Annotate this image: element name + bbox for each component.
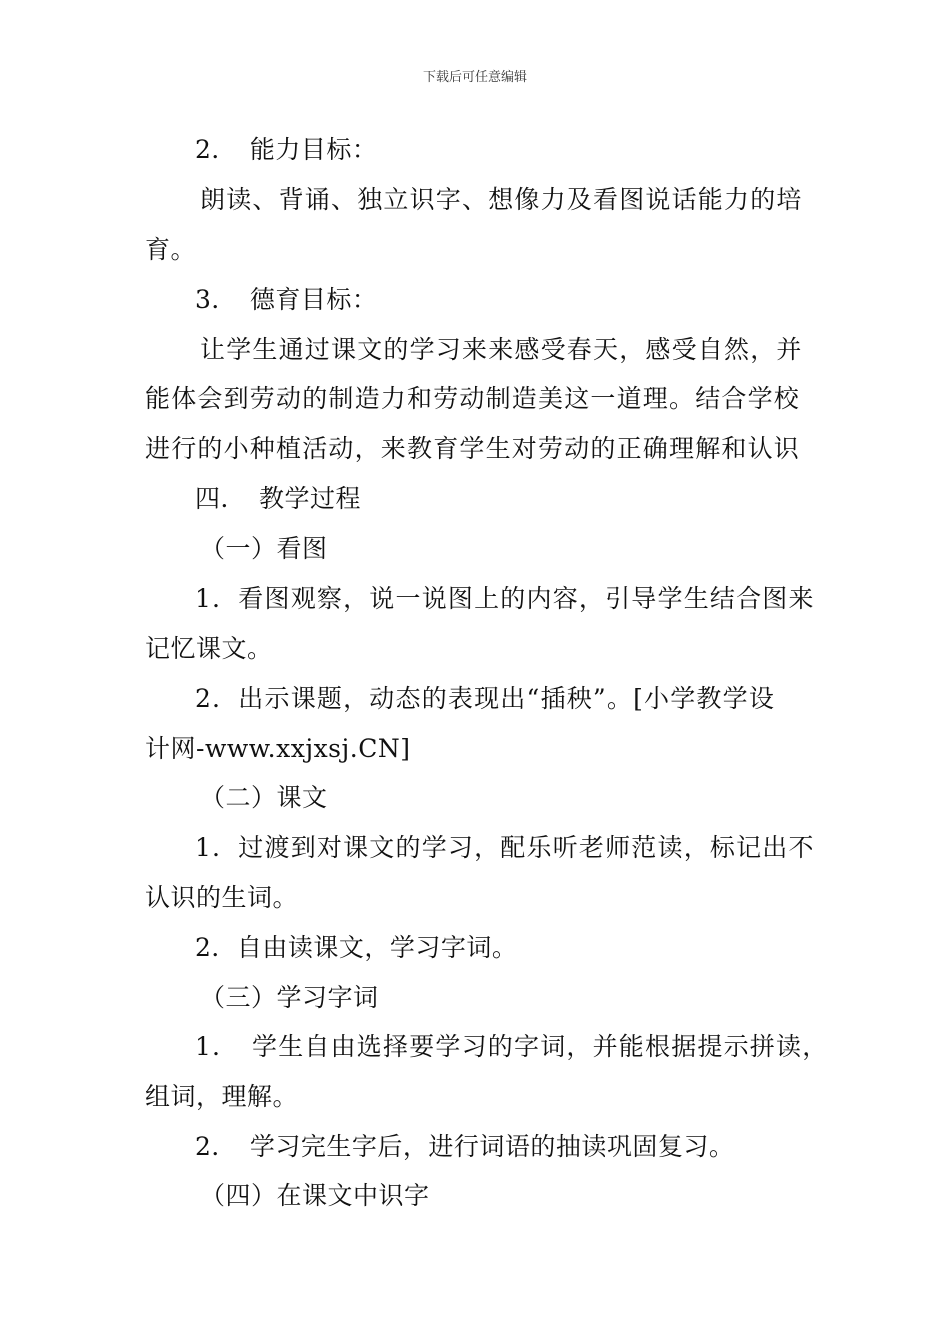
text-line: （三）学习字词 [200, 983, 379, 1012]
text-line: （二）课文 [200, 783, 328, 812]
text-line: 四． 教学过程 [195, 484, 362, 513]
text-line: 组词，理解。 [145, 1082, 299, 1111]
page-header: 下载后可任意编辑 [422, 70, 527, 85]
text-line: 育。 [145, 235, 197, 264]
text-line: 2． 学习完生字后，进行词语的抽读巩固复习。 [195, 1132, 735, 1161]
text-line: 2．自由读课文，学习字词。 [195, 933, 518, 962]
text-line: 1．过渡到对课文的学习，配乐听老师范读，标记出不 [195, 833, 815, 862]
text-line: （一）看图 [200, 534, 328, 563]
text-line: 能体会到劳动的制造力和劳动制造美这一道理。结合学校 [145, 384, 801, 413]
text-line: 让学生通过课文的学习来来感受春天，感受自然，并 [200, 335, 803, 364]
text-line: 1．看图观察，说一说图上的内容，引导学生结合图来 [195, 584, 815, 613]
text-line: 3． 德育目标： [195, 285, 378, 314]
text-line: 2．出示课题，动态的表现出“插秧”。[小学教学设 [195, 684, 776, 713]
text-line: 朗读、背诵、独立识字、想像力及看图说话能力的培 [200, 185, 803, 214]
text-line: 记忆课文。 [145, 634, 273, 663]
text-line: 认识的生词。 [145, 883, 299, 912]
text-line: 1． 学生自由选择要学习的字词，并能根据提示拼读， [195, 1032, 829, 1061]
text-line: （四）在课文中识字 [200, 1181, 430, 1210]
text-line: 2． 能力目标： [195, 135, 378, 164]
text-line: 计网-www.xxjxsj.CN] [145, 734, 411, 763]
text-line: 进行的小种植活动，来教育学生对劳动的正确理解和认识 [145, 434, 801, 463]
